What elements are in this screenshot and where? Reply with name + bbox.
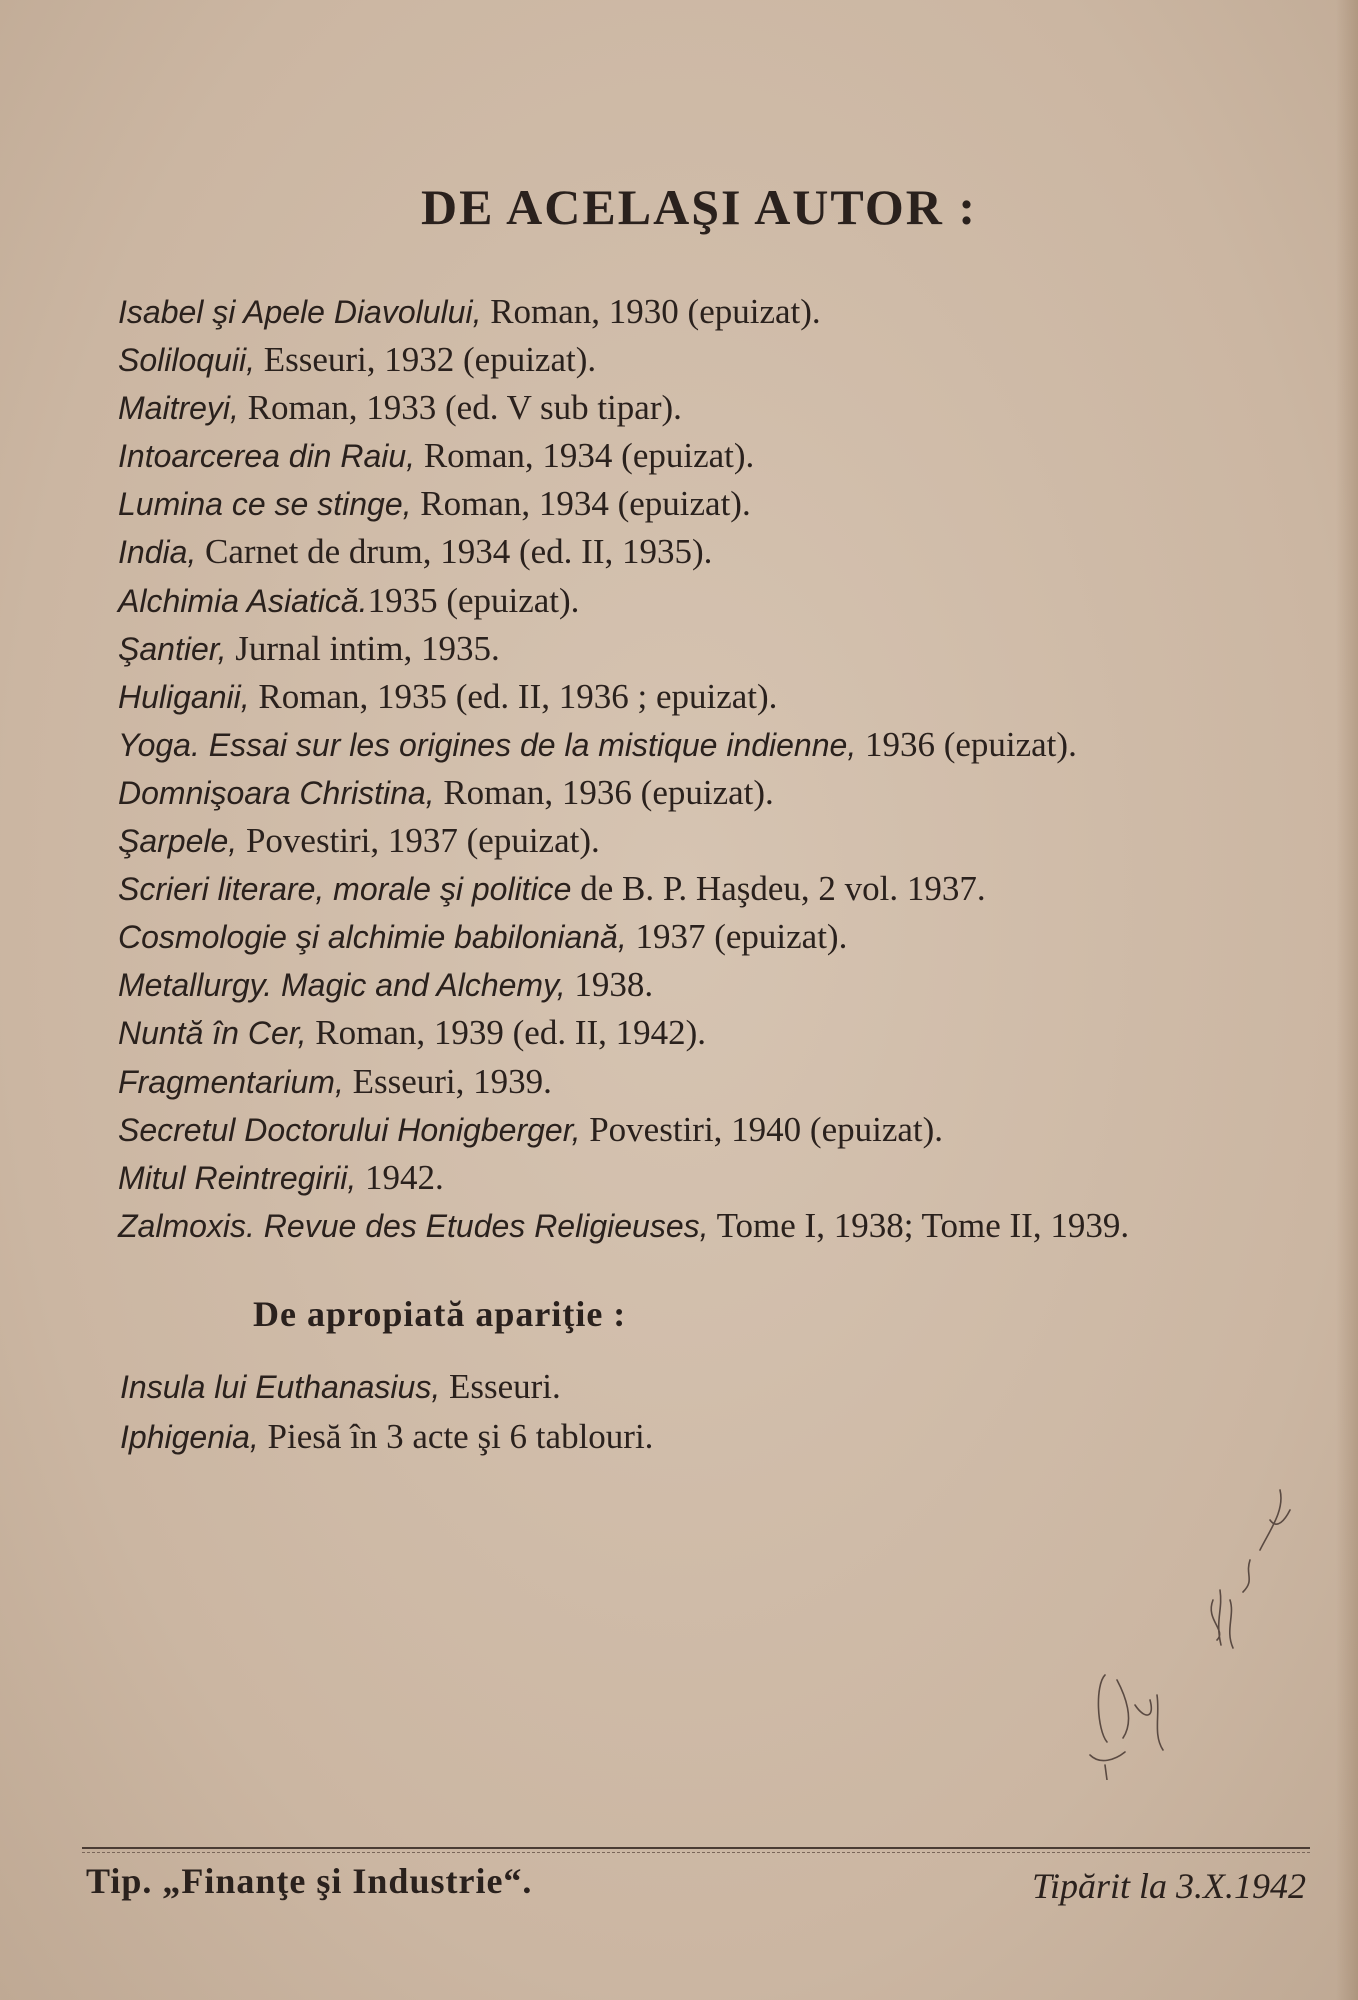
list-item: [118, 1106, 1318, 1154]
work-title: Scrieri literare, morale şi politice: [118, 871, 572, 908]
footer-divider-dashed: [82, 1852, 1310, 1853]
work-title: Yoga. Essai sur les origines de la mistique indienne,: [118, 726, 857, 763]
work-detail: Tome I, 1938; Tome II, 1939.: [708, 1205, 1130, 1245]
work-title: Şarpele,: [118, 823, 238, 860]
work-detail: Roman, 1934 (epuizat).: [411, 484, 751, 524]
work-detail: Povestiri, 1937 (epuizat).: [237, 821, 600, 861]
list-item: [118, 865, 1318, 913]
work-title: India,: [118, 534, 197, 571]
work-detail: Roman, 1933 (ed. V sub tipar).: [238, 388, 682, 428]
work-detail: Roman, 1934 (epuizat).: [415, 436, 755, 476]
list-item: [118, 577, 1318, 625]
handwritten-signature: [1045, 1480, 1325, 1780]
list-item: [118, 769, 1318, 817]
list-item: [118, 673, 1318, 721]
work-detail: 1935 (epuizat).: [367, 580, 580, 620]
work-title: Isabel şi Apele Diavolului,: [118, 294, 482, 330]
work-title: Huliganii,: [118, 678, 250, 715]
work-detail: Piesă în 3 acte şi 6 tablouri.: [258, 1417, 654, 1456]
printer-imprint: Tip. „Finanţe şi Industrie“.: [86, 1861, 533, 1901]
list-item: [118, 961, 1318, 1009]
page-edge-shadow: [1336, 0, 1358, 2000]
list-item: [120, 1412, 1320, 1462]
work-detail: Roman, 1935 (ed. II, 1936 ; epuizat).: [249, 676, 778, 716]
work-detail: de B. P. Haşdeu, 2 vol. 1937.: [571, 869, 986, 909]
work-title: Alchimia Asiatică.: [118, 582, 368, 619]
work-title: Iphigenia,: [120, 1419, 259, 1455]
work-detail: Carnet de drum, 1934 (ed. II, 1935).: [196, 532, 713, 572]
work-detail: Esseuri, 1932 (epuizat).: [254, 340, 597, 380]
list-item: [118, 432, 1318, 480]
list-item: [118, 817, 1318, 865]
list-item: [118, 528, 1318, 576]
work-detail: 1938.: [565, 965, 654, 1005]
list-item: [118, 336, 1318, 384]
work-detail: Roman, 1939 (ed. II, 1942).: [306, 1013, 707, 1053]
work-title: Domnişoara Christina,: [118, 774, 435, 811]
work-title: Lumina ce se stinge,: [118, 486, 412, 523]
work-detail: 1937 (epuizat).: [626, 917, 848, 957]
forthcoming-heading: De apropiată apariţie :: [253, 1294, 627, 1334]
work-title: Cosmologie şi alchimie babiloniană,: [118, 919, 627, 956]
work-detail: 1942.: [356, 1157, 444, 1197]
works-list: [118, 288, 1318, 1250]
list-item: [118, 1202, 1318, 1250]
list-item: [118, 625, 1318, 673]
work-detail: Roman, 1930 (epuizat).: [481, 292, 821, 331]
work-title: Metallurgy. Magic and Alchemy,: [118, 967, 566, 1004]
work-title: Nuntă în Cer,: [118, 1015, 307, 1052]
list-item: [118, 721, 1318, 769]
print-date: Tipărit la 3.X.1942: [1031, 1866, 1306, 1906]
list-item: [120, 1362, 1320, 1412]
list-item: [118, 1154, 1318, 1202]
list-item: [118, 384, 1318, 432]
work-detail: Esseuri, 1939.: [343, 1061, 552, 1101]
work-title: Maitreyi,: [118, 390, 239, 427]
page-title: DE ACELAŞI AUTOR :: [420, 179, 978, 235]
list-item: [118, 1009, 1318, 1057]
work-detail: Jurnal intim, 1935.: [226, 628, 500, 668]
work-detail: Roman, 1936 (epuizat).: [434, 772, 774, 812]
work-title: Intoarcerea din Raiu,: [118, 438, 416, 475]
footer-divider: [82, 1847, 1310, 1849]
list-item: [118, 1058, 1318, 1106]
forthcoming-list: [120, 1362, 1320, 1462]
work-title: Zalmoxis. Revue des Etudes Religieuses,: [118, 1207, 709, 1244]
work-title: Fragmentarium,: [118, 1063, 344, 1100]
work-title: Mitul Reintregirii,: [118, 1159, 357, 1196]
work-title: Insula lui Euthanasius,: [120, 1369, 441, 1405]
work-detail: Esseuri.: [440, 1367, 561, 1406]
list-item: [118, 288, 1318, 336]
work-title: Soliloquii,: [118, 342, 255, 379]
work-title: Şantier,: [118, 630, 227, 667]
work-detail: 1936 (epuizat).: [856, 724, 1077, 764]
list-item: [118, 913, 1318, 961]
work-title: Secretul Doctorului Honigberger,: [118, 1111, 581, 1148]
list-item: [118, 480, 1318, 528]
work-detail: Povestiri, 1940 (epuizat).: [580, 1109, 944, 1149]
